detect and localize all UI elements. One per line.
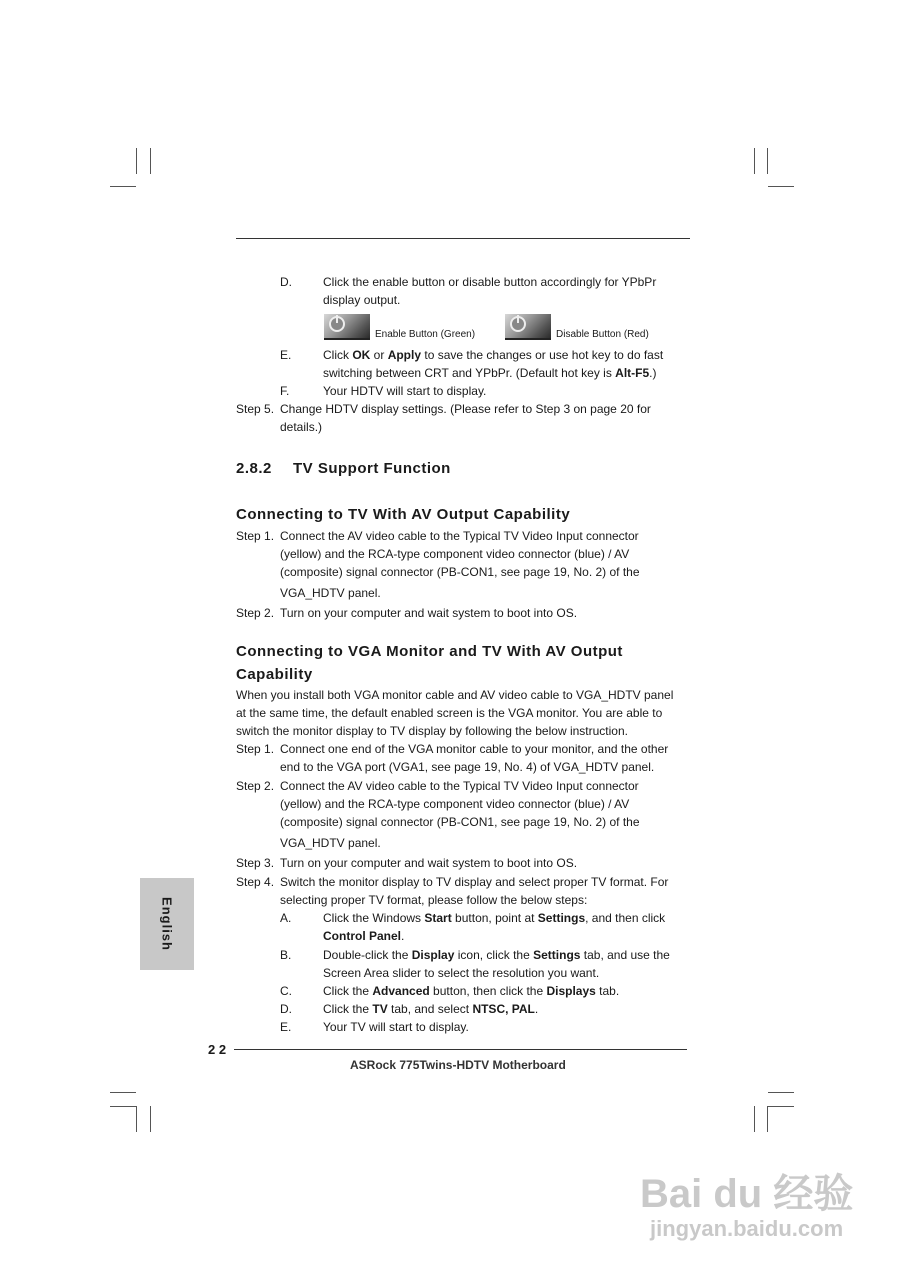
step-d-letter: D. [280, 275, 292, 289]
crop-mark [110, 1092, 136, 1093]
footer-rule [234, 1049, 687, 1050]
vga-step1-label: Step 1. [236, 742, 275, 756]
disable-button-image [505, 314, 551, 340]
crop-mark [136, 148, 137, 174]
substep-a-line2: Control Panel. [323, 929, 405, 943]
crop-mark [110, 1106, 136, 1107]
av-step1-label: Step 1. [236, 529, 275, 543]
header-rule [236, 238, 690, 239]
crop-mark [136, 1106, 137, 1132]
step-d-line1: Click the enable button or disable button accordingly for YPbPr [323, 275, 657, 289]
crop-mark [754, 1106, 755, 1132]
vga-step3-text: Turn on your computer and wait system to boot into OS. [280, 856, 578, 870]
substep-c-text: Click the Advanced button, then click the Displays tab. [323, 984, 620, 998]
disable-button-caption: Disable Button (Red) [556, 329, 649, 340]
enable-button-caption: Enable Button (Green) [375, 329, 476, 340]
av-step2-text: Turn on your computer and wait system to boot into OS. [280, 606, 578, 620]
step-e-letter: E. [280, 348, 292, 362]
step5-line1: Change HDTV display settings. (Please refer to Step 3 on page 20 for [280, 402, 651, 416]
vga-heading-line2: Capability [236, 666, 313, 683]
crop-mark [150, 148, 151, 174]
av-step2-label: Step 2. [236, 606, 275, 620]
footer-product: ASRock 775Twins-HDTV Motherboard [350, 1058, 566, 1072]
substep-d-letter: D. [280, 1002, 292, 1016]
vga-step2-line2: (yellow) and the RCA-type component video connector (blue) / AV [280, 797, 630, 811]
substep-a-letter: A. [280, 911, 292, 925]
power-icon [329, 316, 345, 332]
step-f-letter: F. [280, 384, 290, 398]
crop-mark [110, 186, 136, 187]
vga-step4-line1: Switch the monitor display to TV display and select proper TV format. For [280, 875, 669, 889]
vga-step2-label: Step 2. [236, 779, 275, 793]
vga-intro-line1: When you install both VGA monitor cable and AV video cable to VGA_HDTV panel [236, 688, 674, 702]
vga-heading-line1: Connecting to VGA Monitor and TV With AV Output [236, 643, 623, 660]
substep-a-line1: Click the Windows Start button, point at Settings, and then click [323, 911, 666, 925]
substep-e-letter: E. [280, 1020, 292, 1034]
vga-step1-line2: end to the VGA port (VGA1, see page 19, No. 4) of VGA_HDTV panel. [280, 760, 655, 774]
crop-mark [768, 1092, 794, 1093]
language-tab-label: English [159, 897, 175, 951]
vga-step4-line2: selecting proper TV format, please follow the below steps: [280, 893, 588, 907]
crop-mark [767, 1106, 768, 1132]
enable-button-image [324, 314, 370, 340]
page-number: 2 2 [208, 1042, 227, 1057]
vga-step3-label: Step 3. [236, 856, 275, 870]
av-step1-line4: VGA_HDTV panel. [280, 586, 381, 600]
av-step1-line1: Connect the AV video cable to the Typical TV Video Input connector [280, 529, 639, 543]
watermark-url: jingyan.baidu.com [650, 1216, 844, 1241]
substep-c-letter: C. [280, 984, 292, 998]
av-step1-line3: (composite) signal connector (PB-CON1, see page 19, No. 2) of the [280, 565, 640, 579]
step-e-line2: switching between CRT and YPbPr. (Default hot key is Alt-F5.) [323, 366, 657, 380]
power-icon [510, 316, 526, 332]
vga-step2-line3: (composite) signal connector (PB-CON1, see page 19, No. 2) of the [280, 815, 640, 829]
av-step1-line2: (yellow) and the RCA-type component video connector (blue) / AV [280, 547, 630, 561]
substep-b-line2: Screen Area slider to select the resolution you want. [323, 966, 600, 980]
step-e-line1: Click OK or Apply to save the changes or use hot key to do fast [323, 348, 664, 362]
watermark-brand: Bai du 经验 [640, 1172, 854, 1216]
substep-b-letter: B. [280, 948, 292, 962]
substep-d-text: Click the TV tab, and select NTSC, PAL. [323, 1002, 539, 1016]
language-tab [140, 878, 194, 970]
vga-step2-line1: Connect the AV video cable to the Typical TV Video Input connector [280, 779, 639, 793]
vga-step4-label: Step 4. [236, 875, 275, 889]
crop-mark [767, 148, 768, 174]
substep-e-text: Your TV will start to display. [323, 1020, 469, 1034]
step5-line2: details.) [280, 420, 323, 434]
section-number: 2.8.2 [236, 460, 272, 477]
substep-b-line1: Double-click the Display icon, click the Settings tab, and use the [323, 948, 670, 962]
crop-mark [768, 186, 794, 187]
step-d-line2: display output. [323, 293, 401, 307]
step-f-text: Your HDTV will start to display. [323, 384, 487, 398]
step5-label: Step 5. [236, 402, 275, 416]
av-heading: Connecting to TV With AV Output Capability [236, 506, 571, 523]
vga-intro-line2: at the same time, the default enabled screen is the VGA monitor. You are able to [236, 706, 663, 720]
vga-intro-line3: switch the monitor display to TV display by following the below instruction. [236, 724, 628, 738]
crop-mark [768, 1106, 794, 1107]
vga-step2-line4: VGA_HDTV panel. [280, 836, 381, 850]
crop-mark [150, 1106, 151, 1132]
vga-step1-line1: Connect one end of the VGA monitor cable to your monitor, and the other [280, 742, 669, 756]
section-title: TV Support Function [293, 460, 451, 477]
crop-mark [754, 148, 755, 174]
